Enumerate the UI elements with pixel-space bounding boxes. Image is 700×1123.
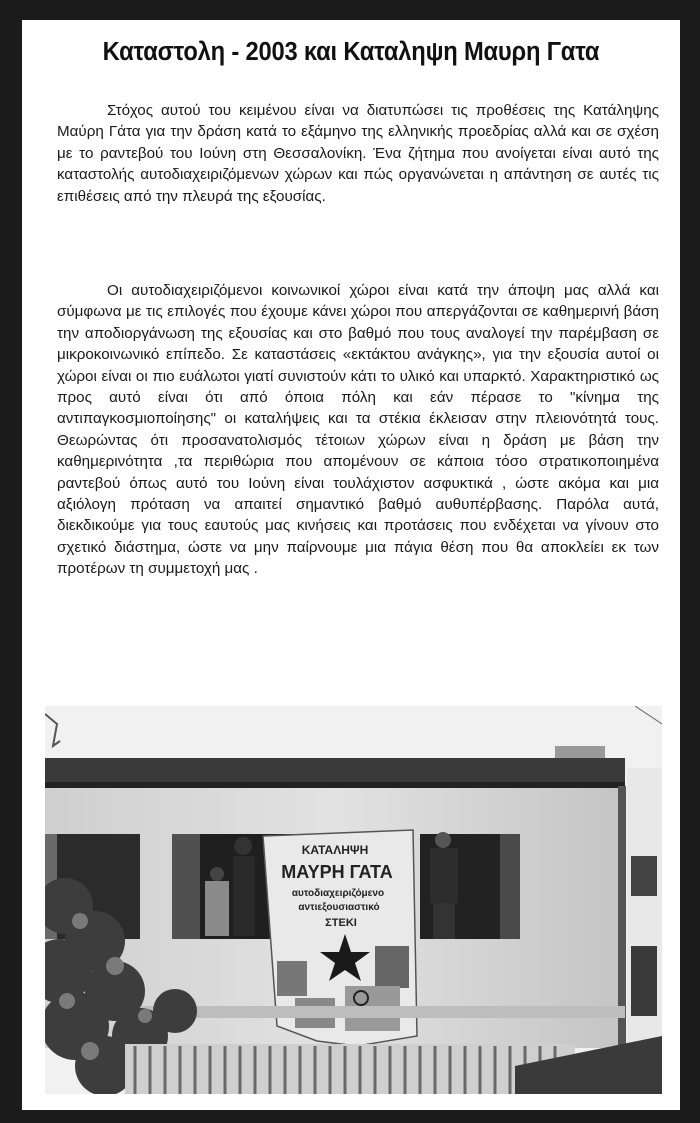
banner-line-3: αυτοδιαχειριζόμενο — [291, 888, 385, 899]
banner-line-4: αντιεξουσιαστικό — [298, 902, 380, 913]
banner-line-1: ΚΑΤΑΛΗΨΗ — [301, 843, 369, 857]
bottom-border — [22, 1110, 680, 1123]
squat-building-photo — [45, 706, 662, 1094]
photo-illustration — [45, 706, 662, 1094]
page — [22, 20, 680, 1110]
paragraph-main: Οι αυτοδιαχειριζόμενοι κοινωνικοί χώροι είναι κατά την άποψη μας αλλά και σύμφωνα με τις επιλογές που έχουμε κάνει χώροι που απεργάζονται σε καθημερινή βάση την αποδιοργάνωση της εξουσίας και στο βαθμό που τους αναλογεί την παρέμβαση σε μικροκοινωνικό επίπεδο. Σε καταστάσεις «εκτάκτου ανάγκης», για την εξουσία αυτοί οι χώροι είναι οι πιο ευάλωτοι γιατί συνιστούν κάτι το υλικό και υπαρκτό. Χαρακτηριστικό ως προς αυτό είναι ότι από όποια πόλη και εάν πέρασε το "κίνημα της αντιπαγκοσμιοποίησης" οι καταλήψεις και τα στέκια έκλεισαν στην πλειονότητά τους. Θεωρώντας ότι προσανατολισμός τέτοιων χώρων είναι η δράση με βάση την καθημερινότητα ,τα περιθώρια που απομένουν σε κάποια τόσο στρατικοποιημένα ραντεβού όπως αυτό του Ιούνη είναι τουλάχιστον ασφυκτικά , ώστε ακόμα και μια αξιόλογη πρόταση να απαιτεί σημαντικό βαθμό αυθυπέρβασης. Παρόλα αυτά, διεκδικούμε για τους εαυτούς μας κινήσεις και προτάσεις που ενδέχεται να γίνουν στο σχετικό διάστημα, ώστε να μην παίρνουμε μια πάγια θέση που θα αποκλείει εκ των προτέρων τη συμμετοχή μας . — [57, 282, 659, 578]
paragraph-intro: Στόχος αυτού του κειμένου είναι να διατυπώσει τις προθέσεις της Κατάληψης Μαύρη Γάτα για την δράση κατά το εξάμηνο της ελληνικής προεδρίας αλλά και σε σχέση με το ραντεβού του Ιούνη στη Θεσσαλονίκη. Ένα ζήτημα που ανοίγεται είναι αυτό της καταστολής αυτοδιαχειριζόμενων χώρων και πώς οργανώνεται η απάντηση σε αυτές τις επιθέσεις από την πλευρά της εξουσίας. — [57, 102, 659, 205]
banner-line-2: ΜΑΥΡΗ ΓΑΤΑ — [281, 862, 393, 882]
page-title: Καταστολη - 2003 και Καταληψη Μαυρη Γατα — [102, 38, 600, 66]
banner-line-5: ΣΤΕΚΙ — [325, 917, 357, 929]
